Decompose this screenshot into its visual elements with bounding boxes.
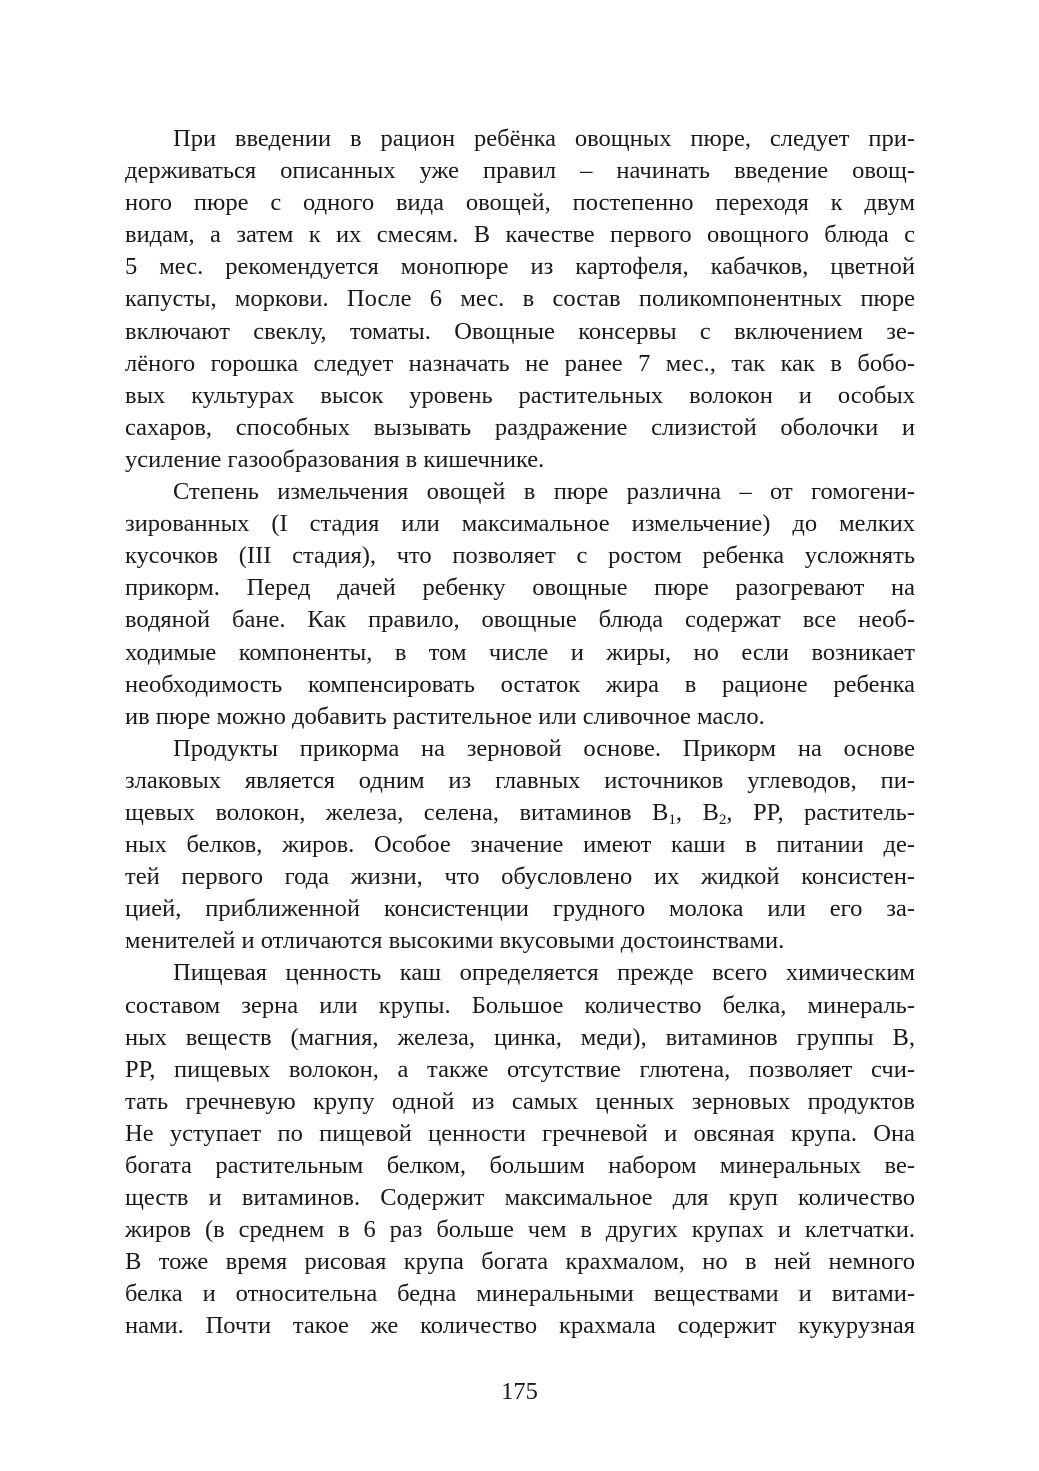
text-line: видам, а затем к их смесям. В качестве первого овощного блюда с <box>125 221 915 249</box>
text-line: кусочков (III стадия), что позволяет с ростом ребенка усложнять <box>125 542 915 570</box>
text-line-with-subscripts: щевых волокон, железа, селена, витаминов $B_1$, $B_2$, PP, раститель- <box>125 798 915 828</box>
paragraph-porridge-value <box>125 957 915 1342</box>
text-line: Степень измельчения овощей в пюре различна – от гомогени- <box>173 478 915 506</box>
paragraph-grinding-degree <box>125 476 915 733</box>
text-line: ных веществ (магния, железа, цинка, меди), витаминов группы В, <box>125 1023 915 1051</box>
text-line: ного пюре с одного вида овощей, постепенно переходя к двум <box>125 189 915 217</box>
text-line: лёного горошка следует назначать не ранее 7 мес., так как в бобо- <box>125 349 915 377</box>
text-line: злаковых является одним из главных источников углеводов, пи- <box>125 766 915 794</box>
text-line: Пищевая ценность каш определяется прежде всего химическим <box>173 959 915 987</box>
text-line: тей первого года жизни, что обусловлено их жидкой консистен- <box>125 863 915 891</box>
text-line: сахаров, способных вызывать раздражение слизистой оболочки и <box>125 413 915 441</box>
paragraph-vegetable-puree <box>125 123 915 476</box>
text-line: При введении в рацион ребёнка овощных пюре, следует при- <box>173 125 915 152</box>
text-line: менителей и отличаются высокими вкусовыми достоинствами. <box>125 927 785 955</box>
text-line: включают свеклу, томаты. Овощные консервы с включением зе- <box>125 317 915 345</box>
page-body <box>125 123 915 1343</box>
text-line: богата растительным белком, большим набором минеральных ве- <box>125 1152 915 1179</box>
text-line: вых культурах высок уровень растительных волокон и особых <box>125 381 915 409</box>
text-line: белка и относительна бедна минеральными веществами и витами- <box>125 1280 915 1308</box>
subscript: 1 <box>668 810 676 828</box>
text-line: зированных (I стадия или максимальное измельчение) до мелких <box>125 510 915 538</box>
text-line: тать гречневую крупу одной из самых ценных зерновых продуктов <box>125 1087 915 1115</box>
text-line: ив пюре можно добавить растительное или сливочное масло. <box>125 702 765 730</box>
text-line: ных белков, жиров. Особое значение имеют каши в питании де- <box>125 831 915 859</box>
text-line: капусты, моркови. После 6 мес. в состав поликомпонентных пюре <box>125 285 915 313</box>
text-line: держиваться описанных уже правил – начинать введение овощ- <box>125 157 915 185</box>
text-line: цией, приближенной консистенции грудного молока или его за- <box>125 895 915 923</box>
text-line: составом зерна или крупы. Большое количество белка, минераль- <box>125 991 915 1019</box>
text-line: прикорм. Перед дачей ребенку овощные пюре разогревают на <box>125 574 915 602</box>
subscript: 2 <box>718 810 727 828</box>
text-line: Продукты прикорма на зерновой основе. Прикорм на основе <box>173 734 915 762</box>
text-line: 5 мес. рекомендуется монопюре из картофеля, кабачков, цветной <box>125 253 915 281</box>
text-line: ходимые компоненты, в том числе и жиры, но если возникает <box>125 638 915 666</box>
text-line: Не уступает по пищевой ценности гречневой и овсяная крупа. Она <box>125 1119 915 1147</box>
text-line: водяной бане. Как правило, овощные блюда содержат все необ- <box>125 606 915 634</box>
paragraph-grain-foods <box>125 733 915 958</box>
text-line: В тоже время рисовая крупа богата крахмалом, но в ней немного <box>125 1248 915 1276</box>
text-line: нами. Почти такое же количество крахмала содержит кукурузная <box>125 1312 915 1340</box>
text-line: необходимость компенсировать остаток жира в рационе ребенка <box>125 670 915 698</box>
text-line: усиление газообразования в кишечнике. <box>125 445 545 473</box>
text-line: жиров (в среднем в 6 раз больше чем в других крупах и клетчатки. <box>125 1216 915 1244</box>
page-number: 175 <box>501 1378 538 1405</box>
text-line: ществ и витаминов. Содержит максимальное для круп количество <box>125 1184 915 1212</box>
text-line: РР, пищевых волокон, а также отсутствие глютена, позволяет счи- <box>125 1055 915 1083</box>
